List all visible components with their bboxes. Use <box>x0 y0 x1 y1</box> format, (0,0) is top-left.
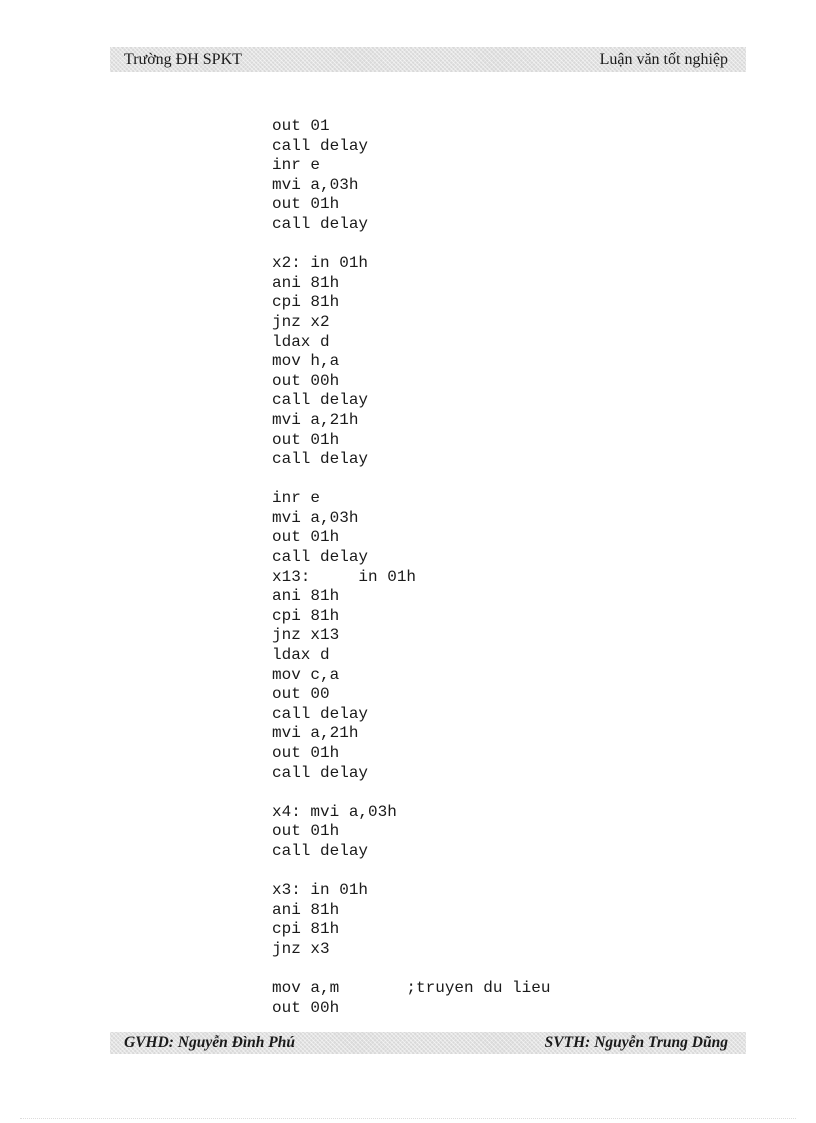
code-line: mov a,m ;truyen du lieu <box>272 979 551 998</box>
code-line: ani 81h <box>272 900 340 919</box>
code-line: call delay <box>272 450 369 469</box>
code-line: x13: in 01h <box>272 567 417 586</box>
code-line: ani 81h <box>272 587 340 606</box>
code-line <box>272 235 550 255</box>
code-line: jnz x3 <box>272 939 330 958</box>
code-line: out 01 <box>272 117 330 135</box>
page-bottom-divider <box>20 1118 796 1119</box>
code-line <box>272 783 550 803</box>
code-line: out 01h <box>272 822 340 841</box>
code-line: call delay <box>272 136 369 155</box>
footer-advisor: GVHD: Nguyễn Đình Phú <box>124 1034 295 1051</box>
code-line: out 00h <box>272 998 340 1017</box>
code-line: ldax d <box>272 646 330 665</box>
code-line: jnz x2 <box>272 312 330 331</box>
code-line: call delay <box>272 391 369 410</box>
code-line: mvi a,03h <box>272 508 359 527</box>
code-line: call delay <box>272 841 369 860</box>
code-line: mov h,a <box>272 352 340 371</box>
code-line: mvi a,03h <box>272 175 359 194</box>
code-line: call delay <box>272 548 369 567</box>
code-line: call delay <box>272 214 369 233</box>
code-line: ani 81h <box>272 273 340 292</box>
header-school: Trường ĐH SPKT <box>124 50 242 68</box>
code-line: cpi 81h <box>272 606 340 625</box>
code-line: out 01h <box>272 430 340 449</box>
code-line: mvi a,21h <box>272 724 359 743</box>
code-line: mvi a,21h <box>272 410 359 429</box>
code-line: ldax d <box>272 332 330 351</box>
code-line <box>272 470 550 490</box>
code-line: out 00 <box>272 685 330 704</box>
code-line: cpi 81h <box>272 293 340 312</box>
code-line: jnz x13 <box>272 626 340 645</box>
code-line: out 01h <box>272 744 340 762</box>
code-line <box>272 960 550 980</box>
code-line: x2: in 01h <box>272 254 369 273</box>
code-line: x4: mvi a,03h <box>272 802 397 821</box>
code-listing <box>272 117 550 1018</box>
code-line: out 00h <box>272 371 340 390</box>
code-line: x3: in 01h <box>272 881 369 900</box>
code-line: out 01h <box>272 195 340 214</box>
code-line: cpi 81h <box>272 920 340 939</box>
header-document-type: Luận văn tốt nghiệp <box>599 50 728 68</box>
code-line: inr e <box>272 489 321 508</box>
code-line: inr e <box>272 156 321 175</box>
code-line: call delay <box>272 763 369 782</box>
footer-student: SVTH: Nguyễn Trung Dũng <box>544 1034 728 1051</box>
code-line: out 01h <box>272 528 340 547</box>
code-line: mov c,a <box>272 665 340 684</box>
code-line <box>272 862 550 882</box>
code-line: call delay <box>272 704 369 723</box>
page-header <box>110 47 746 72</box>
page-footer <box>110 1032 746 1054</box>
